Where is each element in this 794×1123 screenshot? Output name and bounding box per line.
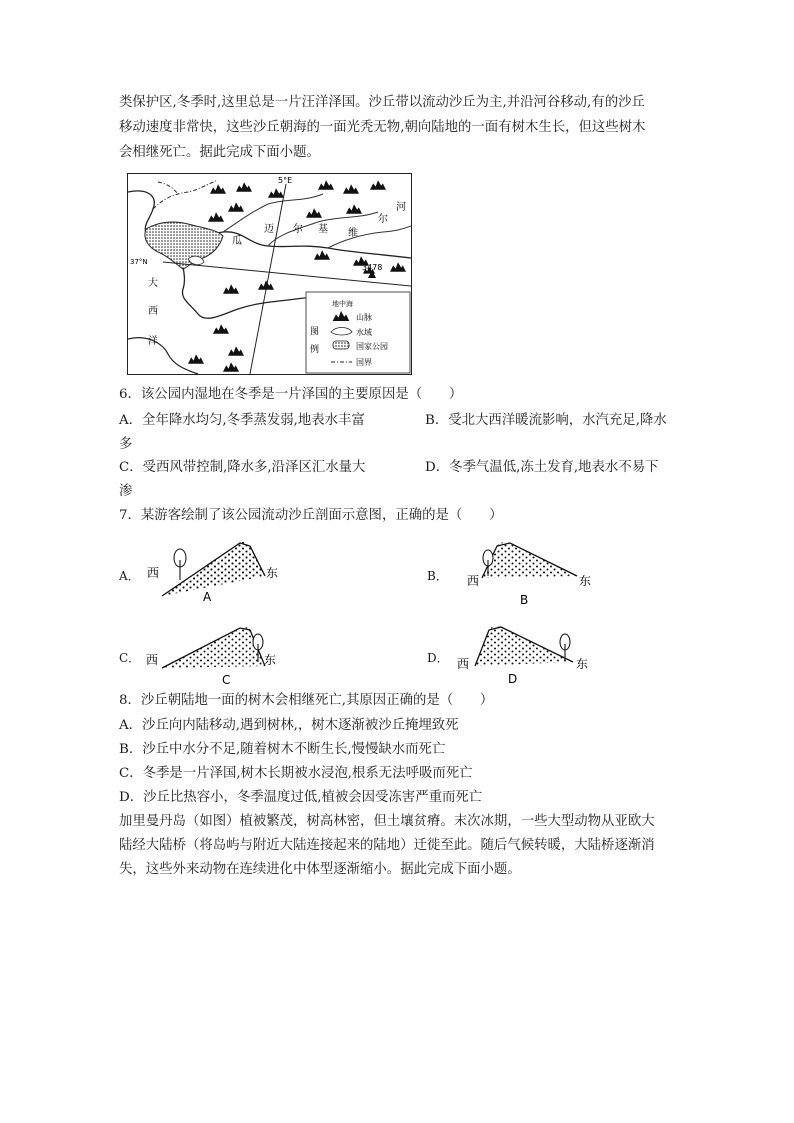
mountain-mark <box>236 182 252 192</box>
passage2-line-3: 失，这些外来动物在连续进化中体型逐渐缩小。据此完成下面小题。 <box>119 862 521 877</box>
q7-option-c-figure <box>140 620 300 692</box>
tree-icon <box>174 549 186 580</box>
west-label: 西 <box>457 657 470 671</box>
mountain-mark <box>208 212 224 222</box>
mtn-label-4: 维 <box>348 228 358 239</box>
q7-option-b-figure <box>462 538 612 613</box>
q6-stem: 6．该公园内湿地在冬季是一片泽国的主要原因是（ ） <box>119 387 463 402</box>
mountain-mark <box>370 180 386 190</box>
q7-option-a-letter: A． <box>119 569 140 583</box>
mountain-mark <box>213 324 229 334</box>
river-label-1: 河 <box>396 202 406 213</box>
mountain-mark <box>210 184 226 194</box>
park-map-svg <box>128 174 411 374</box>
q8-stem: 8．沙丘朝陆地一面的树木会相继死亡,其原因正确的是（ ） <box>119 693 494 708</box>
mountain-mark <box>228 346 244 356</box>
mtn-label-1: 迈 <box>264 224 274 235</box>
border-2 <box>158 182 178 194</box>
west-label: 西 <box>467 574 480 588</box>
river-label-2: 尔 <box>378 214 388 225</box>
passage2-line-2: 陆经大陆桥（将岛屿与附近大陆连接起来的陆地）迁徙至此。随后气候转暖，大陆桥逐渐消 <box>119 838 655 853</box>
q8-option-b: B．沙丘中水分不足,随着树木不断生长,慢慢缺水而死亡 <box>119 742 446 757</box>
legend-border: 国界 <box>356 358 372 367</box>
caption-b: B <box>520 593 529 607</box>
meridian-5e <box>250 184 286 374</box>
park-map <box>127 173 412 375</box>
q6-option-b-cont: 多 <box>119 437 133 452</box>
mountain-mark <box>223 362 239 372</box>
map-legend <box>306 292 410 373</box>
q6-option-a: A．全年降水均匀,冬季蒸发弱,地表水丰富 <box>119 413 365 428</box>
legend-mountain: 山脉 <box>356 313 372 322</box>
intro-line-1: 类保护区,冬季时,这里总是一片汪洋泽国。沙丘带以流动沙丘为主,并沿河谷移动,有的沙丘 <box>119 95 645 110</box>
lat-label: 37°N <box>130 258 148 266</box>
legend-park-icon <box>333 341 349 349</box>
national-park <box>145 222 223 269</box>
river-3 <box>328 226 411 248</box>
q7-option-b-letter: B． <box>427 569 448 583</box>
west-label: 西 <box>146 653 159 667</box>
african-coast <box>128 338 198 374</box>
q6-option-c: C．受西风带控制,降水多,沿泽区汇水量大 <box>119 460 366 475</box>
mountain-mark <box>268 188 284 198</box>
ocean-label-1: 大 <box>148 278 158 289</box>
q6-option-d-cont: 渗 <box>119 484 133 499</box>
east-label: 东 <box>579 574 592 588</box>
legend-title-2: 例 <box>310 345 320 355</box>
legend-title-1: 图 <box>310 327 320 337</box>
east-label: 东 <box>266 566 279 580</box>
peak-label: 3478 <box>362 263 383 272</box>
mountain-mark <box>346 204 362 214</box>
sea-label: 地中海 <box>332 300 353 308</box>
q7-option-d-letter: D． <box>427 651 449 665</box>
caption-d: D <box>508 672 518 686</box>
ocean-label-2: 西 <box>148 306 158 317</box>
mtn-label-3: 基 <box>318 224 328 235</box>
q7-option-c-letter: C． <box>119 651 141 665</box>
q8-option-d: D．沙丘比热容小，冬季温度过低,植被会因受冻害严重而死亡 <box>119 790 483 805</box>
ocean-label-3: 洋 <box>148 336 158 347</box>
mountain-mark <box>223 284 239 294</box>
legend-water: 水域 <box>356 328 372 337</box>
legend-park: 国家公园 <box>356 342 388 351</box>
passage2-line-1: 加里曼丹岛（如图）植被繁茂，树高林密，但土壤贫瘠。末次冰期，一些大型动物从亚欧大 <box>119 814 655 829</box>
lon-label: 5°E <box>278 176 293 185</box>
caption-c: C <box>222 673 231 687</box>
q6-option-d: D．冬季气温低,冻土发育,地表水不易下 <box>425 460 659 475</box>
city-label: 瓜 <box>232 236 242 247</box>
mountain-mark <box>306 208 322 218</box>
q8-option-a: A．沙丘向内陆移动,遇到树林,，树木逐渐被沙丘掩埋致死 <box>119 718 459 733</box>
intro-line-3: 会相继死亡。据此完成下面小题。 <box>119 145 320 160</box>
border-1 <box>153 180 218 209</box>
q8-option-c: C．冬季是一片泽国,树木长期被水浸泡,根系无法呼吸而死亡 <box>119 766 473 781</box>
west-label: 西 <box>147 566 160 580</box>
east-label: 东 <box>576 657 589 671</box>
mountain-mark <box>343 184 359 194</box>
mountain-mark <box>188 354 204 364</box>
intro-line-2: 移动速度非常快，这些沙丘朝海的一面光秃无物,朝向陆地的一面有树木生长，但这些树木 <box>119 120 646 135</box>
mountain-mark <box>314 250 330 260</box>
mountain-mark <box>258 280 274 290</box>
mountain-mark <box>390 262 406 272</box>
q7-stem: 7．某游客绘制了该公园流动沙丘剖面示意图，正确的是（ ） <box>119 508 503 523</box>
mtn-label-2: 尔 <box>293 224 303 235</box>
q7-option-a-figure <box>140 538 300 608</box>
q6-option-b: B．受北大西洋暖流影响，水汽充足,降水 <box>425 413 667 428</box>
mountain-mark <box>228 202 244 212</box>
caption-a: A <box>203 590 212 604</box>
q7-option-d-figure <box>455 620 605 692</box>
east-label: 东 <box>264 653 277 667</box>
mountain-mark <box>318 180 334 190</box>
